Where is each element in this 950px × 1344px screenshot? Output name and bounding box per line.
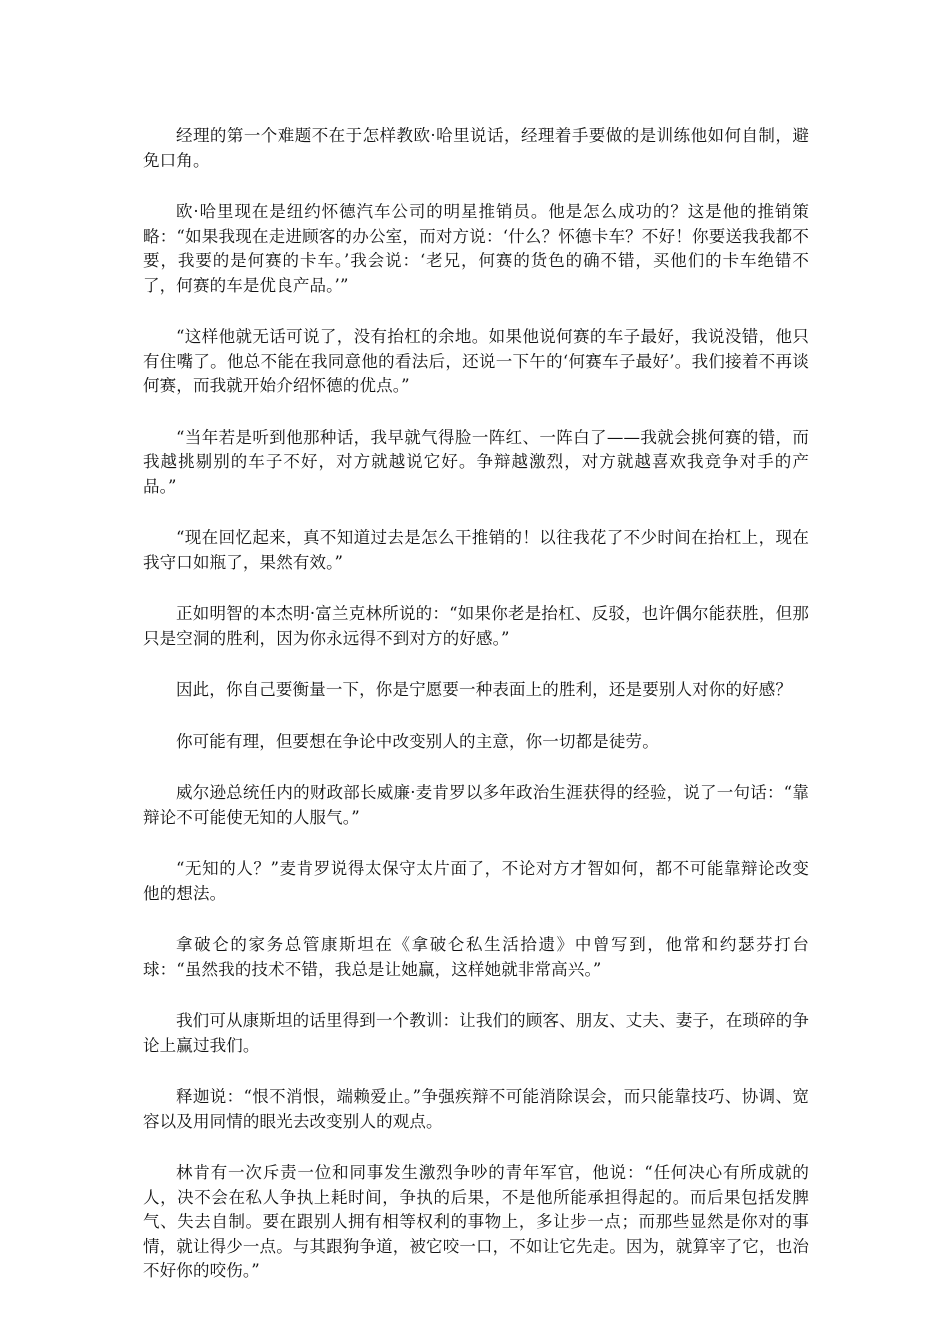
- paragraph: 正如明智的本杰明·富兰克林所说的：“如果你老是抬杠、反驳，也许偶尔能获胜，但那只是空洞的胜利，因为你永远得不到对方的好感。”: [143, 604, 809, 648]
- paragraph: “无知的人？”麦肯罗说得太保守太片面了，不论对方才智如何，都不可能靠辩论改变他的想法。: [143, 859, 809, 903]
- paragraph: 我们可从康斯坦的话里得到一个教训：让我们的顾客、朋友、丈夫、妻子，在琐碎的争论上赢过我们。: [143, 1011, 809, 1055]
- paragraph: 林肯有一次斥责一位和同事发生激烈争吵的青年军官，他说：“任何决心有所成就的人，决不会在私人争执上耗时间，争执的后果，不是他所能承担得起的。而后果包括发脾气、失去自制。要在跟别人拥有相等权利的事物上，多让步一点；而那些显然是你对的事情，就让得少一点。与其跟狗争道，被它咬一口，不如让它先走。因为，就算宰了它，也治不好你的咬伤。”: [143, 1163, 809, 1280]
- paragraph: 经理的第一个难题不在于怎样教欧·哈里说话，经理着手要做的是训练他如何自制，避免口角。: [143, 126, 809, 170]
- paragraph: 因此，你自己要衡量一下，你是宁愿要一种表面上的胜利，还是要别人对你的好感？: [176, 680, 793, 699]
- paragraph: “这样他就无话可说了，没有抬杠的余地。如果他说何赛的车子最好，我说没错，他只有住嘴了。他总不能在我同意他的看法后，还说一下午的‘何赛车子最好’。我们接着不再谈何赛，而我就开始介绍怀德的优点。”: [143, 327, 809, 395]
- paragraph: 欧·哈里现在是纽约怀德汽车公司的明星推销员。他是怎么成功的？这是他的推销策略：“如果我现在走进顾客的办公室，而对方说：‘什么？怀德卡车？不好！你要送我我都不要，我要的是何赛的卡车。’我会说：‘老兄，何赛的货色的确不错，买他们的卡车绝错不了，何赛的车是优良产品。’”: [143, 202, 809, 295]
- document-body: [143, 124, 809, 1311]
- paragraph: 拿破仑的家务总管康斯坦在《拿破仑私生活拾遗》中曾写到，他常和约瑟芬打台球：“虽然我的技术不错，我总是让她赢，这样她就非常高兴。”: [143, 935, 809, 979]
- paragraph: “当年若是听到他那种话，我早就气得脸一阵红、一阵白了——我就会挑何赛的错，而我越挑剔别的车子不好，对方就越说它好。争辩越激烈，对方就越喜欢我竞争对手的产品。”: [143, 427, 809, 496]
- paragraph: “现在回忆起来，真不知道过去是怎么干推销的！以往我花了不少时间在抬杠上，现在我守口如瓶了，果然有效。”: [143, 528, 809, 572]
- paragraph: 释迦说：“恨不消恨，端赖爱止。”争强疾辩不可能消除误会，而只能靠技巧、协调、宽容以及用同情的眼光去改变别人的观点。: [143, 1087, 809, 1131]
- paragraph: 你可能有理，但要想在争论中改变别人的主意，你一切都是徒劳。: [176, 731, 659, 751]
- paragraph: 威尔逊总统任内的财政部长威廉·麦肯罗以多年政治生涯获得的经验，说了一句话：“靠辩论不可能使无知的人服气。”: [143, 783, 809, 827]
